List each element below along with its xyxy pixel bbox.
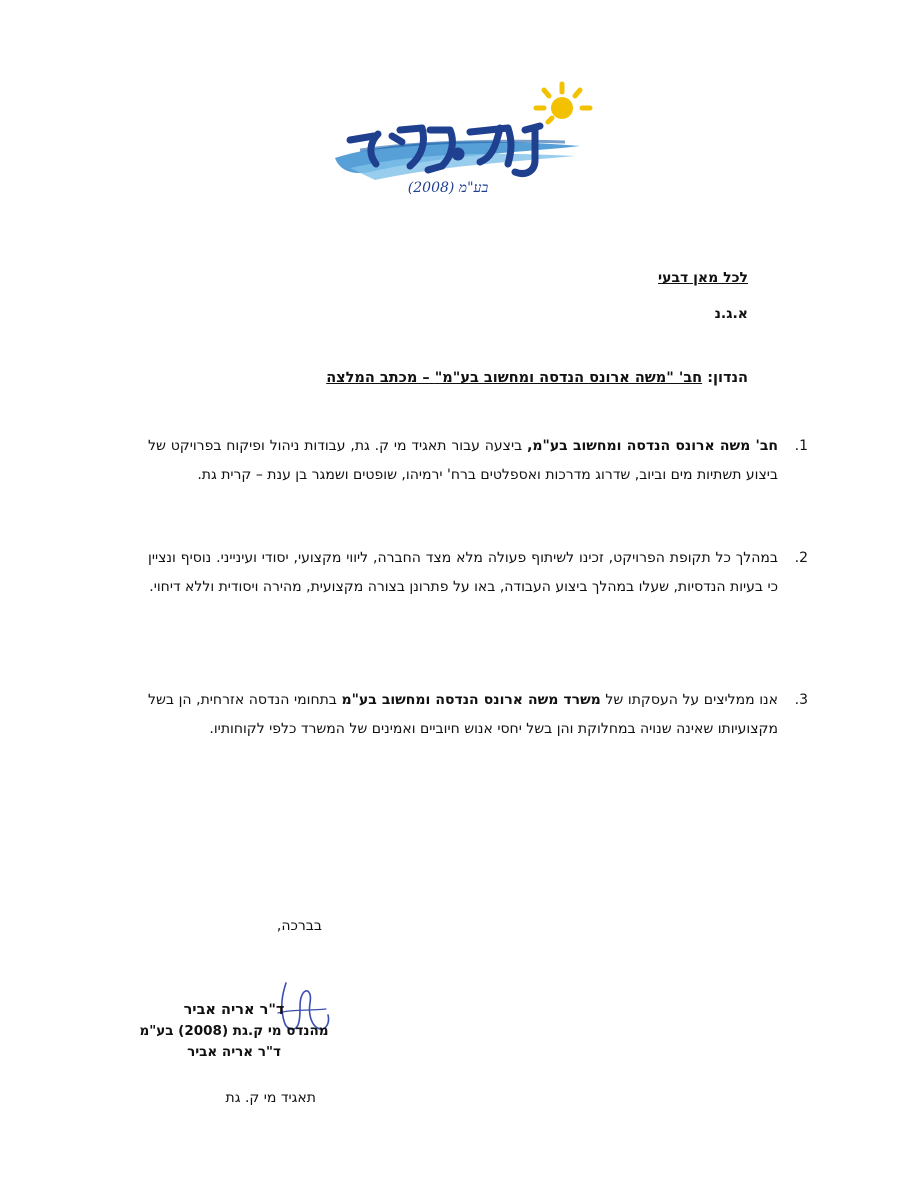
- signer-name-repeat: ד"ר אריה אביר: [187, 1044, 281, 1060]
- logo-graphic: [330, 80, 600, 210]
- company-footer: תאגיד מי ק. גת: [225, 1090, 316, 1106]
- paragraph-text: במהלך כל תקופת הפרויקט, זכינו לשיתוף פעולה מלא מצד החברה, ליווי מקצועי, יסודי ועינייני. נוסיף ונציין כי בעיות הנדסיות, שעלו במהלך ביצוע העבודה, באו על פתרונן בצורה מקצועית, מהירה ויסודית וללא דיחוי.: [148, 550, 778, 595]
- paragraph-1: [148, 432, 808, 490]
- paragraph-3: [148, 686, 808, 744]
- paragraph-number: 3.: [794, 692, 808, 708]
- paragraph-text-before: אנו ממליצים על העסקתו של: [600, 692, 778, 708]
- greeting: א.ג.נ: [714, 306, 748, 322]
- company-logo: [330, 80, 600, 210]
- paragraph-number: 2.: [794, 550, 808, 566]
- paragraph-number: 1.: [794, 438, 808, 454]
- svg-text:בע"מ (2008): בע"מ (2008): [407, 180, 489, 196]
- closing: בברכה,: [276, 918, 322, 934]
- addressee: לכל מאן דבעי: [658, 270, 748, 286]
- paragraph-text: ביצעה עבור תאגיד מי ק. גת, עבודות ניהול ופיקוח בפרויקט של ביצוע תשתיות מים וביוב, שדרוג מדרכות ואספלטים ברח' ירמיהו, שופטים ושמגר בן ענת – קרית גת.: [148, 438, 778, 483]
- subject-line: [326, 370, 748, 386]
- subject-company: חב' "משה ארונס הנדסה ומחשוב בע"מ": [434, 370, 703, 386]
- subject-suffix: – מכתב המלצה: [326, 370, 435, 386]
- subject-prefix: הנדון:: [702, 370, 748, 386]
- paragraph-text-after: בתחומי הנדסה אזרחית, הן בשל מקצועיותו שאינה שנויה במחלוקת והן בשל יחסי אנוש חיוביים ואמינים של המשרד כלפי לקוחותיו.: [148, 692, 778, 737]
- paragraph-bold-mid: משרד משה ארונס הנדסה ומחשוב בע"מ: [341, 692, 601, 708]
- paragraph-bold-lead: חב' משה ארונס הנדסה ומחשוב בע"מ,: [527, 438, 778, 454]
- signer-block: [104, 1000, 364, 1063]
- signer-title: מהנדס מי ק.גת (2008) בע"מ: [139, 1023, 329, 1039]
- signer-name: ד"ר אריה אביר: [183, 1002, 285, 1018]
- paragraph-2: [148, 544, 808, 602]
